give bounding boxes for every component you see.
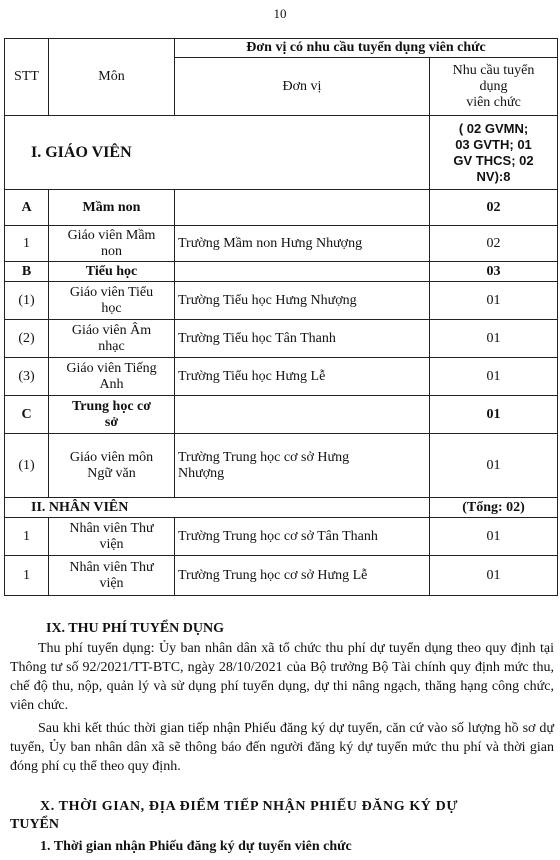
section-total-line: ( 02 GVMN; [458,120,529,136]
row-stt: (1) [5,282,49,320]
group-mon: Tiểu học [49,262,175,282]
row-qty: 01 [430,320,558,358]
group-mon-line: Trung học cơ [71,398,152,414]
row-mon [49,282,175,320]
group-stt: C [5,396,49,434]
section-x-title: X. THỜI GIAN, ĐỊA ĐIỂM TIẾP NHẬN PHIẾU ĐĂNG KÝ DỰ [40,799,459,814]
row-mon-line: Giáo viên môn [69,449,154,465]
group-row-mam-non [5,190,558,226]
header-group: Đơn vị có nhu cầu tuyển dụng viên chức [175,39,558,58]
section-ix-paragraph-2: Sau khi kết thúc thời gian tiếp nhận Phiếu đăng ký dự tuyển, căn cứ vào số lượng hồ sơ dự tuyển, Ủy ban nhân dân xã sẽ thông báo đến người đăng ký dự tuyển mức thu phí và thời gian đóng phí cụ thể theo quy định. [10,721,554,774]
row-unit: Trường Trung học cơ sở Hưng Lễ [175,556,430,596]
row-stt: (1) [5,434,49,498]
recruitment-table [4,38,558,596]
row-mon-line: nhạc [98,338,125,354]
row-stt: (2) [5,320,49,358]
group-row-thcs [5,396,558,434]
row-qty: 01 [430,518,558,556]
row-unit-line: Nhượng [178,465,225,481]
table-row [5,518,558,556]
section-row-nhan-vien [5,498,558,518]
page-number: 10 [273,6,287,21]
table-row [5,320,558,358]
row-mon-line: Ngữ văn [87,465,136,481]
group-row-tieu-hoc [5,262,558,282]
section-title: I. GIÁO VIÊN [5,116,430,190]
row-qty: 01 [430,282,558,320]
section-total-line: GV THCS; 02 [453,152,534,168]
row-mon [49,320,175,358]
group-unit [175,396,430,434]
section-total: (Tổng: 02) [430,498,558,518]
header-nhu-cau-line: viên chức [466,94,521,110]
header-nhu-cau [430,58,558,116]
header-don-vi: Đơn vị [175,58,430,116]
section-ix-paragraph-1: Thu phí tuyển dụng: Ủy ban nhân dân xã tổ chức thu phí dự tuyển dụng theo quy định tại Thông tư số 92/2021/TT-BTC, ngày 28/10/2021 của Bộ trưởng Bộ Tài chính quy định mức thu, chế độ thu, nộp, quản lý và sử dụng phí tuyển dụng, dự thi nâng ngạch, thăng hạng công chức, viên chức. [10,641,554,713]
row-qty: 01 [430,358,558,396]
group-mon: Mầm non [49,190,175,226]
section-total [430,116,558,190]
group-unit [175,262,430,282]
section-total-line: 03 GVTH; 01 [455,136,532,152]
row-mon-line: Nhân viên Thư [69,520,154,536]
section-total-line: NV):8 [476,168,511,184]
header-stt: STT [5,39,49,116]
row-stt: (3) [5,358,49,396]
row-unit: Trường Mầm non Hưng Nhượng [175,226,430,262]
group-mon [49,396,175,434]
header-nhu-cau-line: dụng [479,78,508,94]
row-qty: 01 [430,556,558,596]
section-x-subheading: 1. Thời gian nhận Phiếu đăng ký dự tuyển viên chức [40,839,352,854]
row-stt: 1 [5,226,49,262]
row-mon-line: Anh [99,376,124,392]
table-header-row [5,39,558,58]
row-mon-line: Nhân viên Thư [69,559,154,575]
row-unit-line: Trường Trung học cơ sở Hưng [178,449,350,465]
row-mon-line: Giáo viên Tiếng [66,360,157,376]
section-ix-title: IX. THU PHÍ TUYỂN DỤNG [46,621,225,636]
row-unit: Trường Trung học cơ sở Tân Thanh [175,518,430,556]
row-mon-line: non [101,243,122,259]
row-mon-line: viện [99,575,124,591]
section-x-title-continued: TUYỂN [10,817,60,832]
row-mon-line: Giáo viên Tiểu [69,284,154,300]
group-qty: 01 [430,396,558,434]
table-row [5,282,558,320]
row-qty: 02 [430,226,558,262]
row-unit: Trường Tiểu học Hưng Nhượng [175,282,430,320]
row-qty: 01 [430,434,558,498]
row-unit [175,434,430,498]
group-mon-line: sở [104,414,119,430]
section-title: II. NHÂN VIÊN [5,498,430,518]
table-row [5,358,558,396]
group-stt: B [5,262,49,282]
section-row-giao-vien [5,116,558,190]
table-row [5,434,558,498]
group-stt: A [5,190,49,226]
row-mon-line: viện [99,536,124,552]
group-qty: 02 [430,190,558,226]
row-stt: 1 [5,556,49,596]
header-mon: Môn [49,39,175,116]
table-row [5,226,558,262]
row-mon [49,556,175,596]
row-unit: Trường Tiểu học Hưng Lễ [175,358,430,396]
row-mon [49,358,175,396]
row-unit: Trường Tiểu học Tân Thanh [175,320,430,358]
row-mon-line: Giáo viên Âm [71,322,152,338]
table-row [5,556,558,596]
row-mon [49,518,175,556]
row-stt: 1 [5,518,49,556]
row-mon-line: học [101,300,122,316]
row-mon [49,226,175,262]
group-unit [175,190,430,226]
row-mon-line: Giáo viên Mầm [67,227,156,243]
row-mon [49,434,175,498]
group-qty: 03 [430,262,558,282]
header-nhu-cau-line: Nhu cầu tuyển [452,62,535,78]
